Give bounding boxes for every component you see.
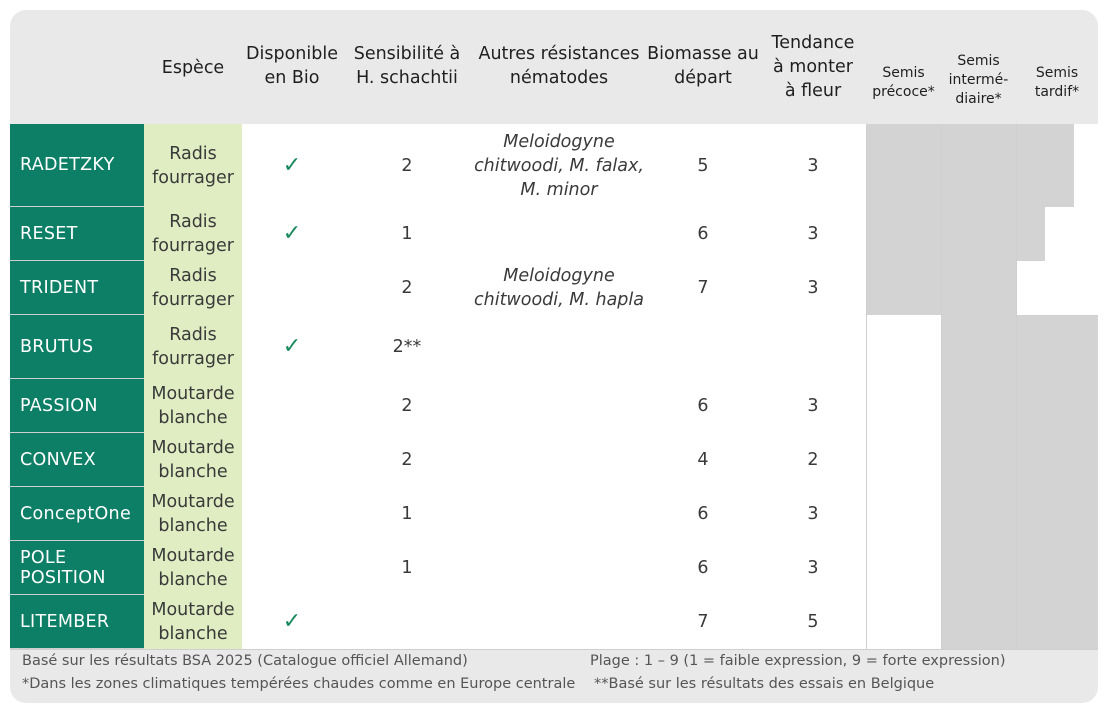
sowing-precoce-cell	[866, 379, 941, 433]
species-cell: Radis fourrager	[144, 207, 242, 261]
other-resistances-cell	[472, 433, 646, 487]
sowing-fill-bar	[1017, 207, 1045, 261]
header-semis-intermediaire: Semis intermé- diaire*	[948, 53, 1009, 107]
sowing-intermediaire-cell	[941, 207, 1016, 261]
biomass-cell: 4	[697, 450, 709, 470]
sowing-fill-bar	[942, 124, 1016, 207]
sowing-intermediaire-cell	[941, 379, 1016, 433]
header-espece: Espèce	[161, 58, 225, 78]
flowering-tendency-cell: 3	[807, 155, 819, 176]
species-cell: Moutarde blanche	[144, 487, 242, 541]
sowing-intermediaire-cell	[941, 315, 1016, 379]
footer-note-bsa: Basé sur les résultats BSA 2025 (Catalogue officiel Allemand)	[22, 653, 468, 669]
flowering-tendency-cell: 3	[807, 504, 819, 524]
sensitivity-cell: 2	[401, 155, 413, 176]
bio-check-icon	[242, 487, 342, 541]
biomass-cell	[646, 315, 760, 379]
other-resistances-cell: Meloidogyne chitwoodi, M. falax, M. minor	[474, 131, 644, 200]
sowing-tardif-cell	[1016, 487, 1098, 541]
other-resistances-cell	[472, 315, 646, 379]
species-cell: Moutarde blanche	[144, 379, 242, 433]
species-cell: Moutarde blanche	[144, 433, 242, 487]
flowering-tendency-cell	[760, 315, 866, 379]
sowing-tardif-cell	[1016, 433, 1098, 487]
flowering-tendency-cell: 3	[807, 224, 819, 244]
variety-name: ConceptOne	[10, 487, 144, 541]
bio-check-icon: ✓	[282, 609, 302, 634]
footer-note-belgium: **Basé sur les résultats des essais en Belgique	[594, 676, 935, 692]
sowing-precoce-cell	[866, 315, 941, 379]
sowing-fill-bar	[1017, 315, 1098, 379]
other-resistances-cell	[472, 207, 646, 261]
table-row	[10, 541, 1098, 596]
bio-check-icon	[242, 261, 342, 315]
header-bio: Disponible en Bio	[246, 44, 338, 88]
variety-name: RESET	[10, 207, 144, 261]
species-cell: Radis fourrager	[144, 315, 242, 379]
sensitivity-cell: 1	[401, 558, 413, 578]
sowing-fill-bar	[942, 379, 1016, 433]
sensitivity-cell: 1	[401, 224, 413, 244]
other-resistances-cell	[472, 541, 646, 595]
variety-name: RADETZKY	[10, 124, 144, 207]
sensitivity-cell: 2	[401, 278, 413, 298]
bio-check-icon	[242, 433, 342, 487]
sowing-precoce-cell	[866, 541, 941, 595]
sowing-precoce-cell	[866, 433, 941, 487]
variety-name: POLE POSITION	[10, 541, 144, 595]
sowing-tardif-cell	[1016, 207, 1098, 261]
biomass-cell: 6	[697, 504, 709, 524]
sowing-tardif-cell	[1016, 124, 1098, 207]
other-resistances-cell: Meloidogyne chitwoodi, M. hapla	[474, 266, 644, 310]
flowering-tendency-cell: 3	[807, 278, 819, 298]
table-row	[10, 207, 1098, 262]
flowering-tendency-cell: 3	[807, 396, 819, 416]
table-row	[10, 261, 1098, 316]
variety-name: PASSION	[10, 379, 144, 433]
sowing-intermediaire-cell	[941, 124, 1016, 207]
other-resistances-cell	[472, 595, 646, 649]
sowing-fill-bar	[1017, 541, 1098, 595]
sowing-tardif-cell	[1016, 541, 1098, 595]
sowing-fill-bar	[942, 261, 1016, 315]
sowing-intermediaire-cell	[941, 541, 1016, 595]
sowing-fill-bar	[867, 207, 941, 261]
bio-check-icon: ✓	[282, 152, 302, 178]
sowing-intermediaire-cell	[941, 261, 1016, 315]
header-sensibilite: Sensibilité à H. schachtii	[353, 44, 461, 88]
sensitivity-cell	[342, 595, 472, 649]
sowing-precoce-cell	[866, 595, 941, 649]
species-cell: Radis fourrager	[144, 124, 242, 207]
flowering-tendency-cell: 5	[807, 612, 819, 632]
sowing-fill-bar	[1017, 595, 1098, 649]
table-row	[10, 595, 1098, 650]
flowering-tendency-cell: 2	[807, 450, 819, 470]
header-tendance: Tendance à monter à fleur	[771, 33, 855, 101]
header-semis-precoce: Semis précoce*	[872, 65, 935, 100]
variety-name: CONVEX	[10, 433, 144, 487]
sowing-fill-bar	[1017, 487, 1098, 541]
sowing-fill-bar	[867, 124, 941, 207]
sowing-fill-bar	[942, 541, 1016, 595]
sowing-fill-bar	[1017, 124, 1074, 207]
sensitivity-cell: 2	[401, 450, 413, 470]
sowing-fill-bar	[867, 261, 941, 315]
table-row	[10, 315, 1098, 380]
header-biomasse: Biomasse au départ	[647, 44, 759, 88]
sowing-fill-bar	[1017, 379, 1098, 433]
sowing-fill-bar	[942, 595, 1016, 649]
other-resistances-cell	[472, 487, 646, 541]
species-cell: Moutarde blanche	[144, 541, 242, 595]
sowing-intermediaire-cell	[941, 433, 1016, 487]
biomass-cell: 7	[697, 612, 709, 632]
biomass-cell: 6	[697, 558, 709, 578]
other-resistances-cell	[472, 379, 646, 433]
sowing-fill-bar	[942, 433, 1016, 487]
sowing-fill-bar	[942, 315, 1016, 379]
bio-check-icon	[242, 379, 342, 433]
biomass-cell: 6	[697, 224, 709, 244]
variety-table-card	[10, 10, 1098, 703]
header-autres: Autres résistances nématodes	[478, 44, 640, 88]
bio-check-icon	[242, 541, 342, 595]
sowing-precoce-cell	[866, 207, 941, 261]
biomass-cell: 5	[697, 155, 709, 176]
variety-name: TRIDENT	[10, 261, 144, 315]
bio-check-icon: ✓	[282, 334, 302, 359]
biomass-cell: 6	[697, 396, 709, 416]
sowing-fill-bar	[942, 487, 1016, 541]
sowing-precoce-cell	[866, 261, 941, 315]
species-cell: Moutarde blanche	[144, 595, 242, 649]
sowing-fill-bar	[942, 207, 1016, 261]
sowing-fill-bar	[1017, 433, 1098, 487]
sowing-tardif-cell	[1016, 261, 1098, 315]
flowering-tendency-cell: 3	[807, 558, 819, 578]
sowing-precoce-cell	[866, 124, 941, 207]
table-row	[10, 124, 1098, 208]
sensitivity-cell: 1	[401, 504, 413, 524]
bio-check-icon: ✓	[282, 221, 302, 246]
table-row	[10, 433, 1098, 488]
sowing-intermediaire-cell	[941, 487, 1016, 541]
sensitivity-cell: 2	[401, 396, 413, 416]
variety-name: BRUTUS	[10, 315, 144, 379]
sowing-intermediaire-cell	[941, 595, 1016, 649]
species-cell: Radis fourrager	[144, 261, 242, 315]
variety-name: LITEMBER	[10, 595, 144, 649]
table-row	[10, 487, 1098, 542]
table-header	[10, 10, 1098, 124]
sowing-precoce-cell	[866, 487, 941, 541]
biomass-cell: 7	[697, 278, 709, 298]
header-semis-tardif: Semis tardif*	[1034, 65, 1080, 100]
sowing-tardif-cell	[1016, 379, 1098, 433]
footer-note-climate: *Dans les zones climatiques tempérées chaudes comme en Europe centrale	[22, 676, 576, 692]
sowing-tardif-cell	[1016, 595, 1098, 649]
sensitivity-cell: 2**	[392, 337, 422, 357]
footer-note-range: Plage : 1 – 9 (1 = faible expression, 9 = forte expression)	[590, 653, 1006, 669]
table-row	[10, 379, 1098, 434]
sowing-tardif-cell	[1016, 315, 1098, 379]
